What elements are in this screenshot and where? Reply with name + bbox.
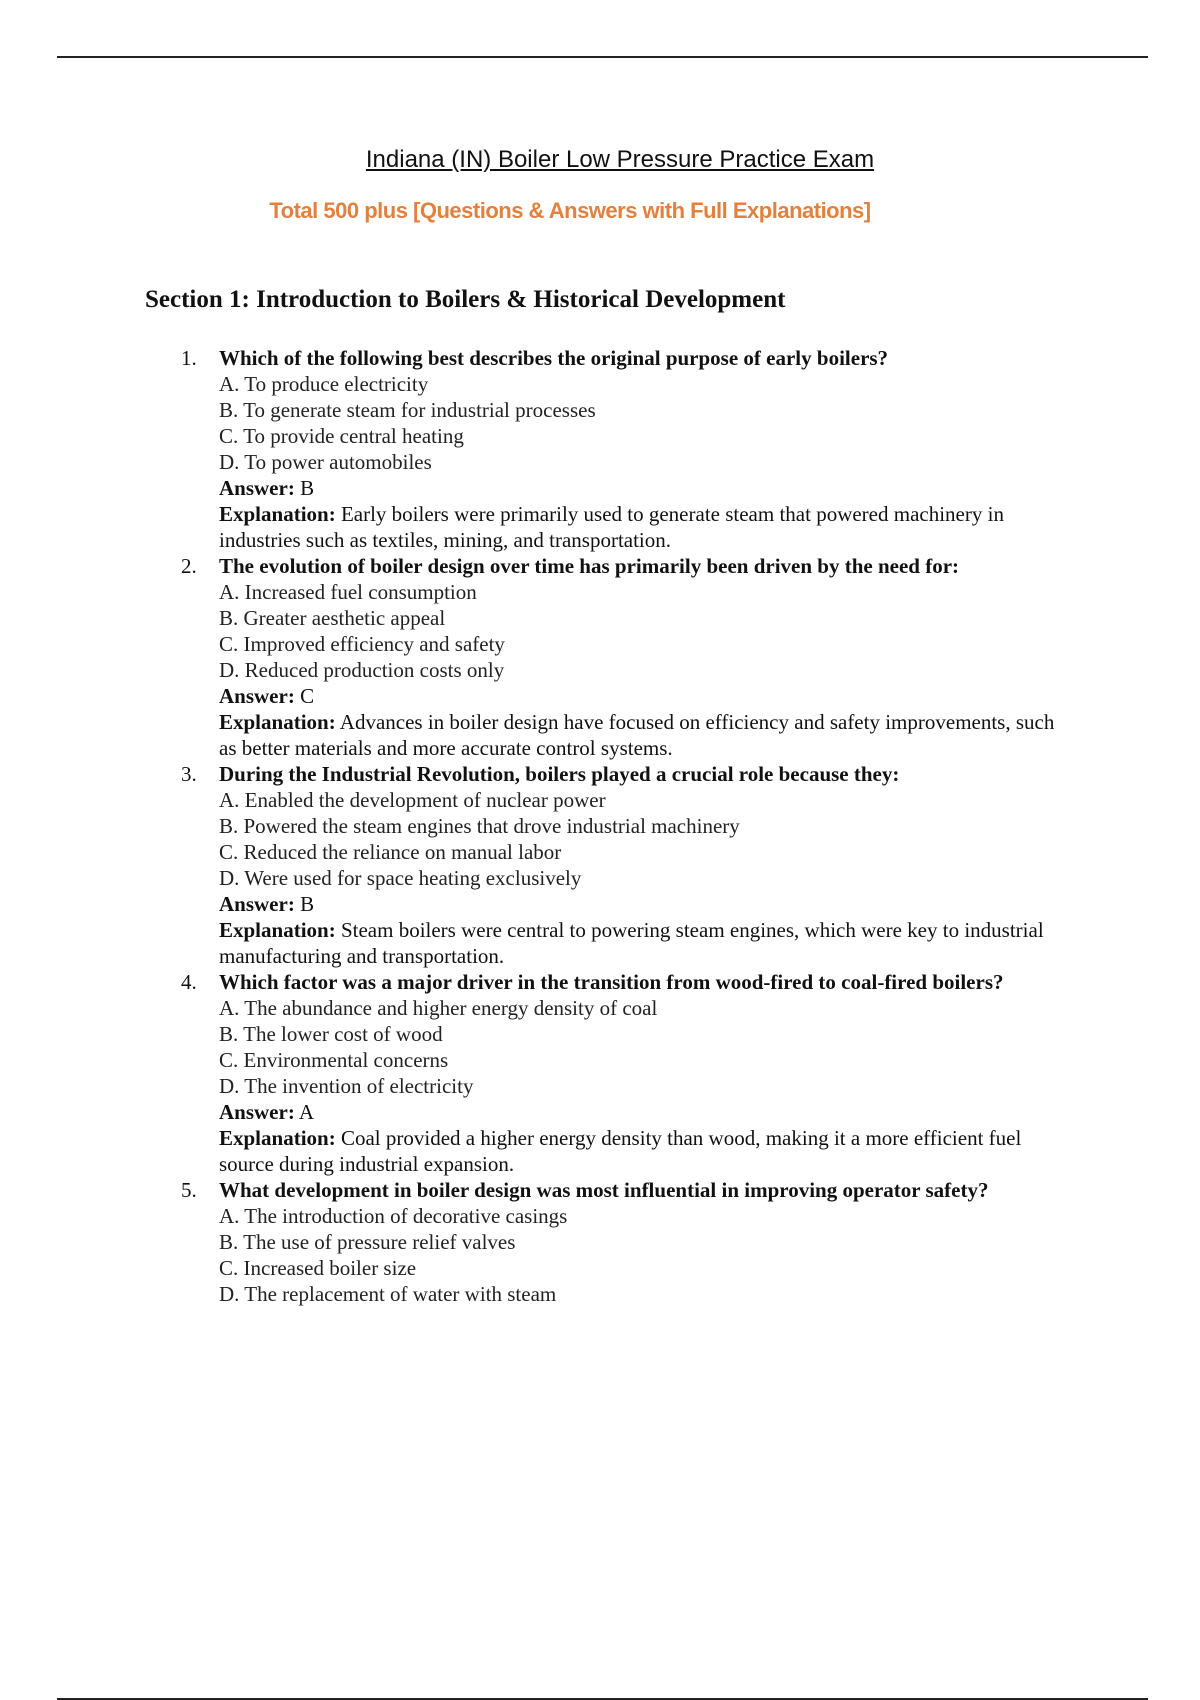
answer-option: B. The lower cost of wood	[219, 1022, 443, 1046]
answer-option: D. Were used for space heating exclusively	[219, 866, 582, 890]
answer-option: A. The abundance and higher energy density of coal	[219, 996, 658, 1020]
answer-option: A. The introduction of decorative casings	[219, 1204, 568, 1228]
answer-option: B. To generate steam for industrial processes	[219, 398, 596, 422]
answer-option: B. The use of pressure relief valves	[219, 1230, 516, 1254]
answer-line	[219, 891, 1069, 917]
explanation	[219, 501, 1069, 553]
question-item	[181, 761, 1081, 969]
answer-option: A. To produce electricity	[219, 372, 429, 396]
answer-option: C. Increased boiler size	[219, 1256, 417, 1280]
question-item	[181, 553, 1081, 761]
section-heading: Section 1: Introduction to Boilers & Historical Development	[145, 286, 786, 313]
document-title: Indiana (IN) Boiler Low Pressure Practice Exam	[365, 146, 875, 173]
explanation-text: Coal provided a higher energy density than wood, making it a more efficient fuel source during industrial expansion.	[219, 1126, 1022, 1176]
answer-option: C. Improved efficiency and safety	[219, 632, 505, 656]
answer-option: A. Increased fuel consumption	[219, 580, 477, 604]
answer-option: D. Reduced production costs only	[219, 658, 505, 682]
answer-option: C. Reduced the reliance on manual labor	[219, 840, 562, 864]
explanation-label: Explanation:	[219, 1126, 336, 1150]
answer-option: D. The replacement of water with steam	[219, 1282, 557, 1306]
question-text: Which factor was a major driver in the transition from wood-fired to coal-fired boilers?	[219, 970, 1004, 994]
answer-value: C	[300, 684, 315, 708]
document-subtitle: Total 500 plus [Questions & Answers with Full Explanations]	[269, 198, 871, 223]
question-text: The evolution of boiler design over time has primarily been driven by the need for:	[219, 554, 960, 578]
answer-option: A. Enabled the development of nuclear power	[219, 788, 606, 812]
answer-option: C. Environmental concerns	[219, 1048, 449, 1072]
question-item	[181, 969, 1081, 1177]
explanation-label: Explanation:	[219, 710, 336, 734]
question-number: 3.	[181, 762, 197, 786]
question-number: 4.	[181, 970, 197, 994]
explanation	[219, 917, 1069, 969]
answer-option: D. To power automobiles	[219, 450, 432, 474]
answer-value: B	[300, 892, 315, 916]
question-item	[181, 1177, 1081, 1307]
answer-label: Answer:	[219, 684, 295, 708]
question-item	[181, 345, 1081, 553]
header-rule	[57, 56, 1148, 58]
answer-value: A	[298, 1100, 315, 1124]
answer-value: B	[300, 476, 315, 500]
answer-line	[219, 475, 1069, 501]
question-text: During the Industrial Revolution, boilers played a crucial role because they:	[219, 762, 900, 786]
answer-option: B. Greater aesthetic appeal	[219, 606, 446, 630]
answer-option: D. The invention of electricity	[219, 1074, 474, 1098]
answer-line	[219, 683, 1069, 709]
answer-label: Answer:	[219, 476, 295, 500]
explanation-label: Explanation:	[219, 502, 336, 526]
answer-label: Answer:	[219, 1100, 295, 1124]
answer-line	[219, 1099, 1069, 1125]
question-list	[181, 345, 1081, 1307]
answer-option: C. To provide central heating	[219, 424, 464, 448]
explanation	[219, 709, 1069, 761]
question-number: 1.	[181, 346, 197, 370]
question-text: Which of the following best describes the original purpose of early boilers?	[219, 346, 889, 370]
question-number: 2.	[181, 554, 197, 578]
answer-label: Answer:	[219, 892, 295, 916]
explanation-text: Steam boilers were central to powering steam engines, which were key to industrial manufacturing and transportation.	[219, 918, 1044, 968]
explanation	[219, 1125, 1069, 1177]
answer-option: B. Powered the steam engines that drove industrial machinery	[219, 814, 740, 838]
explanation-text: Early boilers were primarily used to generate steam that powered machinery in industries such as textiles, mining, and transportation.	[219, 502, 1004, 552]
explanation-label: Explanation:	[219, 918, 336, 942]
question-number: 5.	[181, 1178, 197, 1202]
question-text: What development in boiler design was most influential in improving operator safety?	[219, 1178, 989, 1202]
explanation-text: Advances in boiler design have focused on efficiency and safety improvements, such as better materials and more accurate control systems.	[219, 710, 1055, 760]
